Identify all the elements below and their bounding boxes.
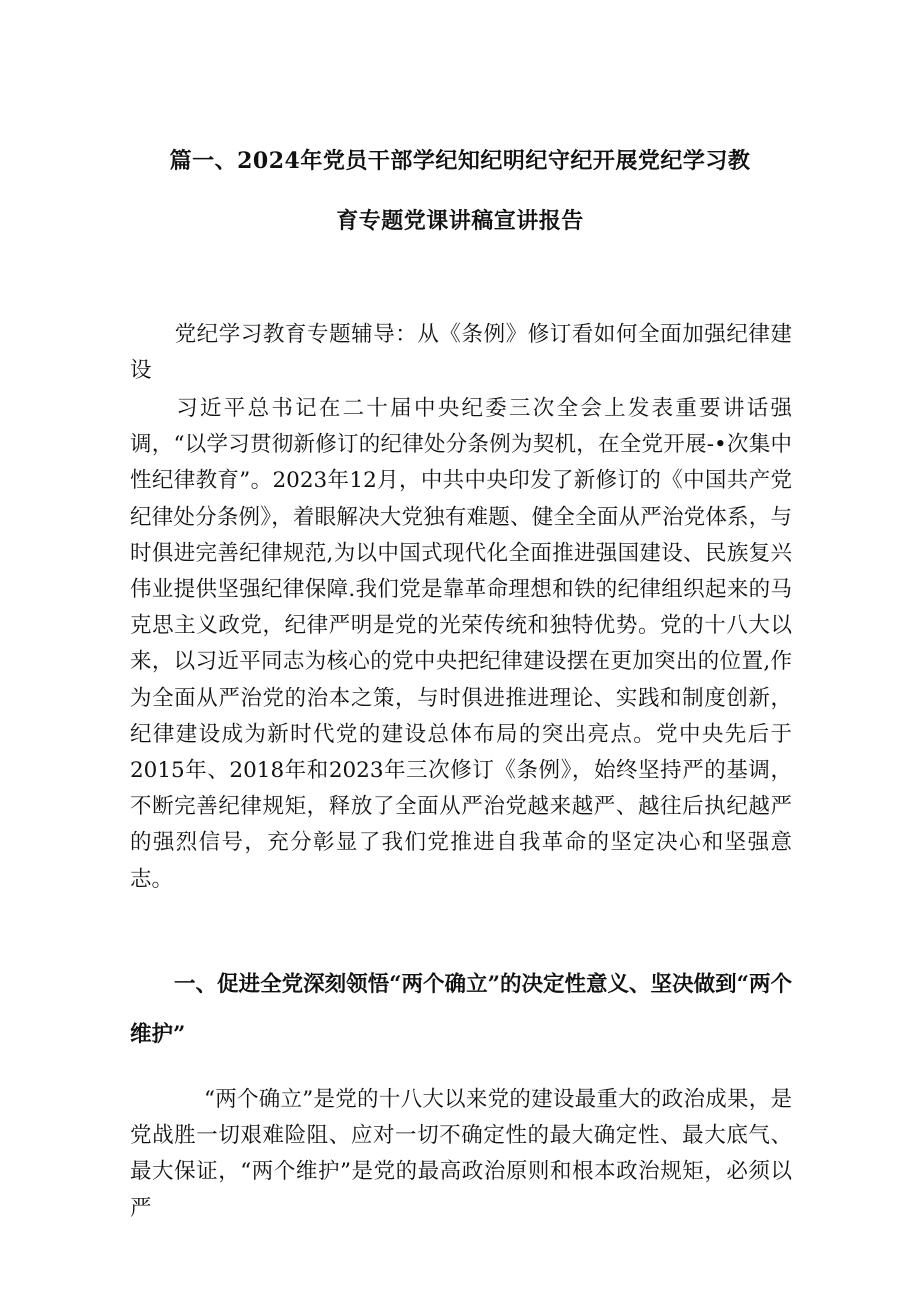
main-paragraph-text: 习近平总书记在二十届中央纪委三次全会上发表重要讲话强调，“以学习贯彻新修订的纪律处分条例为契机，在全党开展-•次集中性纪律教育”。2023年12月，中共中央印发了新修订的《中国共产党纪律处分条例》，着眼解决大党独有难题、健全全面从严治党体系，与时俱进完善纪律规范,为以中国式现代化全面推进强国建设、民族复兴伟业提供坚强纪律保障.我们党是靠革命理想和铁的纪律组织起来的马克思主义政党，纪律严明是党的光荣传统和独特优势。党的十八大以来，以习近平同志为核心的党中央把纪律建设摆在更加突出的位置,作为全面从严治党的治本之策，与时俱进推进理论、实践和制度创新，纪律建设成为新时代党的建设总体布局的突出亮点。党中央先后于2015年、2018年和2023年三次修订《条例》，始终坚持严的基调，不断完善纪律规矩，释放了全面从严治党越来越严、越往后执纪越严的强烈信号，充分彰显了我们党推进自我革命的坚定决心和坚强意志。 — [130, 396, 792, 892]
main-paragraph — [130, 391, 792, 898]
document-title-line1: 篇一、2024年党员干部学纪知纪明纪守纪开展党纪学习教 — [169, 148, 751, 174]
intro-text: 党纪学习教育专题辅导：从《条例》修订看如何全面加强纪律建设 — [130, 322, 792, 384]
intro-paragraph — [130, 317, 792, 389]
section1-heading — [130, 960, 792, 1060]
section1-paragraph-text: “两个确立”是党的十八大以来党的建设最重大的政治成果，是党战胜一切艰难险阻、应对一切不确定性的最大确定性、最大底气、最大保证，“两个维护”是党的最高政治原则和根本政治规矩，必须以严 — [130, 1087, 792, 1221]
section1-heading-text: 一、促进全党深刻领悟“两个确立”的决定性意义、坚决做到“两个维护” — [130, 972, 792, 1047]
document-title-line2: 育专题党课讲稿宣讲报告 — [336, 208, 584, 234]
section1-paragraph — [130, 1082, 792, 1227]
